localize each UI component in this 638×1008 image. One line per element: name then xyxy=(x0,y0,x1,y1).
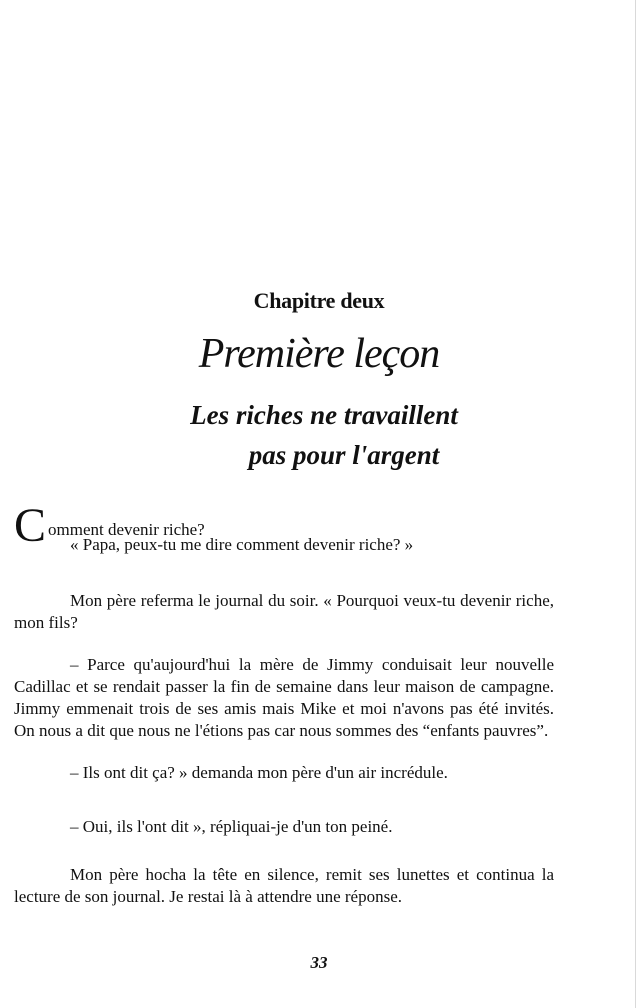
page-edge-line xyxy=(635,0,636,1008)
chapter-title: Première leçon xyxy=(198,331,440,377)
chapter-subtitle xyxy=(0,395,638,475)
drop-cap: C xyxy=(14,499,47,552)
paragraph: – Ils ont dit ça? » demanda mon père d'un air incrédule. xyxy=(70,763,448,782)
paragraph: Mon père referma le journal du soir. « Pourquoi veux-tu devenir riche, mon fils? xyxy=(14,591,554,632)
subtitle-line-1: Les riches ne travaillent xyxy=(190,400,458,430)
paragraph: « Papa, peux-tu me dire comment devenir riche? » xyxy=(70,535,414,554)
chapter-label: Chapitre deux xyxy=(253,288,385,313)
opening-line: omment devenir riche? xyxy=(48,520,205,539)
paragraph: – Oui, ils l'ont dit », répliquai-je d'un ton peiné. xyxy=(70,817,393,836)
paragraph: Mon père hocha la tête en silence, remit ses lunettes et continua la lecture de son journal. Je restai là à attendre une réponse. xyxy=(14,865,554,906)
paragraph: – Parce qu'aujourd'hui la mère de Jimmy conduisait leur nouvelle Cadillac et se rendait passer la fin de semaine dans leur maison de campagne. Jimmy emmenait trois de ses amis mais Mike et moi n'avons pas été invités. On nous a dit que nous ne l'étions pas car nous sommes des “enfants pauvres”. xyxy=(14,655,554,740)
subtitle-line-2: pas pour l'argent xyxy=(248,440,440,470)
page-number: 33 xyxy=(310,953,328,972)
